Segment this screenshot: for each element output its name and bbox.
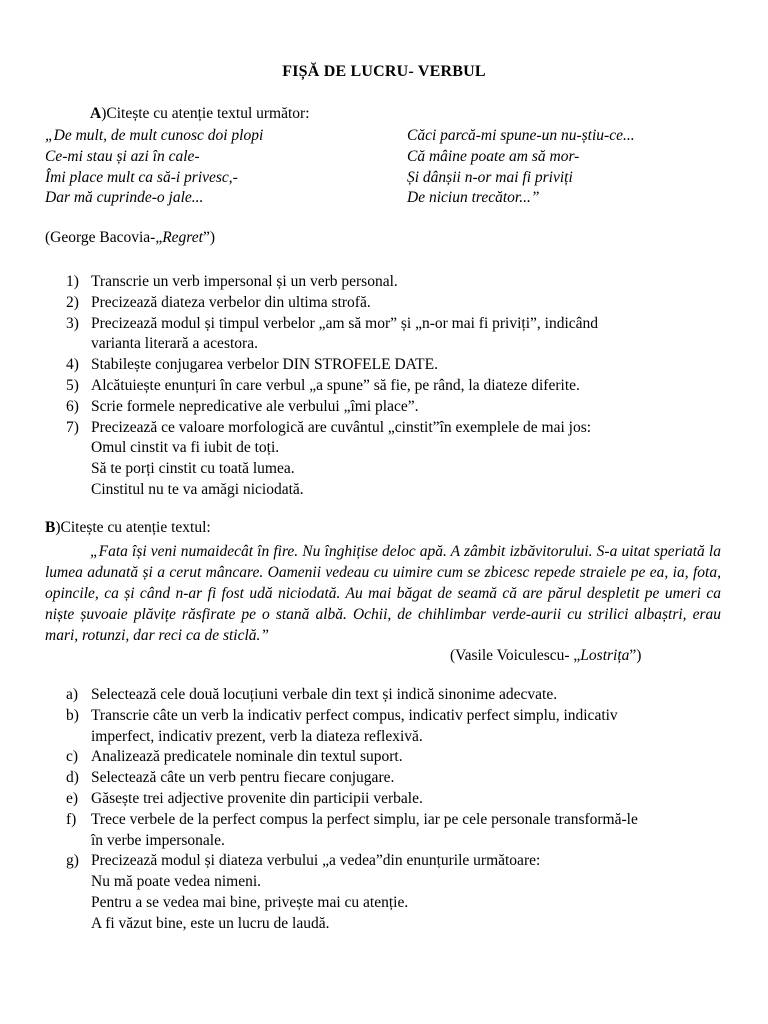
source-title: Lostrița	[580, 647, 630, 664]
section-b-instruction: )Citește cu atenție textul:	[55, 519, 211, 536]
question-number: 3)	[66, 314, 79, 332]
question-letter: b)	[66, 706, 79, 724]
question-item	[66, 293, 598, 314]
example-sentence: Cinstitul nu te va amăgi niciodată.	[91, 480, 304, 498]
question-text: Scrie formele nepredicative ale verbului „îmi place”.	[91, 397, 419, 415]
question-number: 2)	[66, 293, 79, 311]
source-title: Regret	[162, 229, 203, 246]
question-text: Selectează cele două locuțiuni verbale din text și indică sinonime adecvate.	[91, 686, 558, 703]
question-letter: c)	[66, 748, 79, 766]
example-sentence: Nu mă poate vedea nimeni.	[91, 873, 262, 891]
question-item	[66, 376, 598, 397]
question-letter: e)	[66, 789, 79, 807]
question-item	[66, 272, 598, 293]
source-suffix: ”)	[629, 647, 642, 664]
question-text: Găsește trei adjective provenite din participii verbale.	[91, 789, 423, 807]
question-text: Precizează ce valoare morfologică are cuvântul „cinstit”în exemplele de mai jos:	[91, 418, 592, 436]
question-item	[66, 314, 598, 356]
poem-left-column	[45, 126, 263, 209]
example-sentence: Pentru a se vedea mai bine, privește mai cu atenție.	[91, 893, 409, 911]
question-item	[66, 397, 598, 418]
question-number: 6)	[66, 397, 79, 415]
example-sentence: A fi văzut bine, este un lucru de laudă.	[91, 914, 330, 932]
question-item	[66, 706, 638, 748]
section-b-letter: B	[45, 519, 56, 536]
poem-line: Dar mă cuprinde-o jale...	[45, 189, 204, 207]
poem-right-column	[407, 126, 635, 209]
prose-paragraph: „Fata își veni numaidecât în fire. Nu înghițise deloc apă. A zâmbit izbăvitorului. S-a uitat speriată la lumea adunată și a cerut mâncare. Oamenii vedeau cu uimire cum se zbicesc repede straiele pe ea, ia, fota, opincile, ca și când n-ar fi fost udă niciodată. Au mai băgat de seamă că are părul despletit pe umeri ca niște șuvoaie plăvițe răsfirate pe o stană albă. Ochii, de chihlimbar verde-aurii cu strilici albaștri, erau mari, rotunzi, dar reci ca de sticlă.”	[45, 543, 721, 644]
question-item	[66, 747, 638, 768]
question-item	[66, 418, 598, 501]
page-title: FIȘĂ DE LUCRU- VERBUL	[282, 63, 486, 80]
question-text: Precizează modul și timpul verbelor „am să mor” și „n-or mai fi priviți”, indicând	[91, 314, 599, 332]
prose-excerpt	[45, 541, 721, 646]
poem-line: Ce-mi stau și azi în cale-	[45, 147, 200, 165]
poem-line: De niciun trecător...”	[407, 189, 540, 207]
question-number: 7)	[66, 418, 79, 436]
poem-line: Că mâine poate am să mor-	[407, 147, 580, 165]
question-item	[66, 768, 638, 789]
question-text: varianta literară a acestora.	[91, 335, 258, 353]
question-letter: a)	[66, 686, 79, 703]
poem-line: Și dânșii n-or mai fi priviți	[407, 168, 573, 186]
question-number: 4)	[66, 356, 79, 374]
question-text: Analizează predicatele nominale din textul suport.	[91, 748, 403, 766]
poem-line: Îmi place mult ca să-i privesc,-	[45, 168, 238, 186]
section-a-instruction: )Citește cu atenție textul următor:	[101, 105, 310, 122]
question-text: Stabilește conjugarea verbelor DIN STROFELE DATE.	[91, 356, 438, 374]
question-number: 5)	[66, 376, 79, 394]
question-item	[66, 355, 598, 376]
section-a-questions	[66, 272, 598, 501]
poem-line: „De mult, de mult cunosc doi plopi	[45, 127, 264, 144]
source-suffix: ”)	[202, 229, 215, 246]
question-letter: f)	[66, 810, 77, 828]
poem-line: Căci parcă-mi spune-un nu-știu-ce...	[407, 127, 635, 144]
question-item	[66, 851, 638, 934]
question-text: Precizează modul și diateza verbului „a vedea”din enunțurile următoare:	[91, 852, 541, 870]
question-text: în verbe impersonale.	[91, 831, 225, 849]
prose-source	[450, 647, 641, 665]
question-number: 1)	[66, 273, 79, 290]
section-b-questions	[66, 685, 638, 935]
source-prefix: (Vasile Voiculescu- „	[450, 647, 581, 664]
question-letter: d)	[66, 769, 79, 787]
question-text: Selectează câte un verb pentru fiecare conjugare.	[91, 769, 395, 787]
question-letter: g)	[66, 852, 79, 870]
question-text: Transcrie câte un verb la indicativ perfect compus, indicativ perfect simplu, indicativ	[91, 706, 618, 724]
question-item	[66, 810, 638, 852]
section-b-heading	[45, 519, 211, 537]
question-text: imperfect, indicativ prezent, verb la diateza reflexivă.	[91, 727, 423, 745]
section-a-heading	[90, 105, 310, 123]
poem-source	[45, 229, 215, 247]
example-sentence: Să te porți cinstit cu toată lumea.	[91, 460, 295, 478]
question-item	[66, 685, 638, 706]
question-text: Trece verbele de la perfect compus la perfect simplu, iar pe cele personale transformă-le	[91, 810, 638, 828]
section-a-letter: A	[90, 105, 102, 122]
question-text: Precizează diateza verbelor din ultima strofă.	[91, 293, 371, 311]
question-item	[66, 789, 638, 810]
example-sentence: Omul cinstit va fi iubit de toți.	[91, 439, 280, 457]
source-prefix: (George Bacovia-„	[45, 229, 163, 246]
question-text: Alcătuiește enunțuri în care verbul „a spune” să fie, pe rând, la diateze diferite.	[91, 376, 580, 394]
question-text: Transcrie un verb impersonal și un verb personal.	[91, 273, 398, 290]
